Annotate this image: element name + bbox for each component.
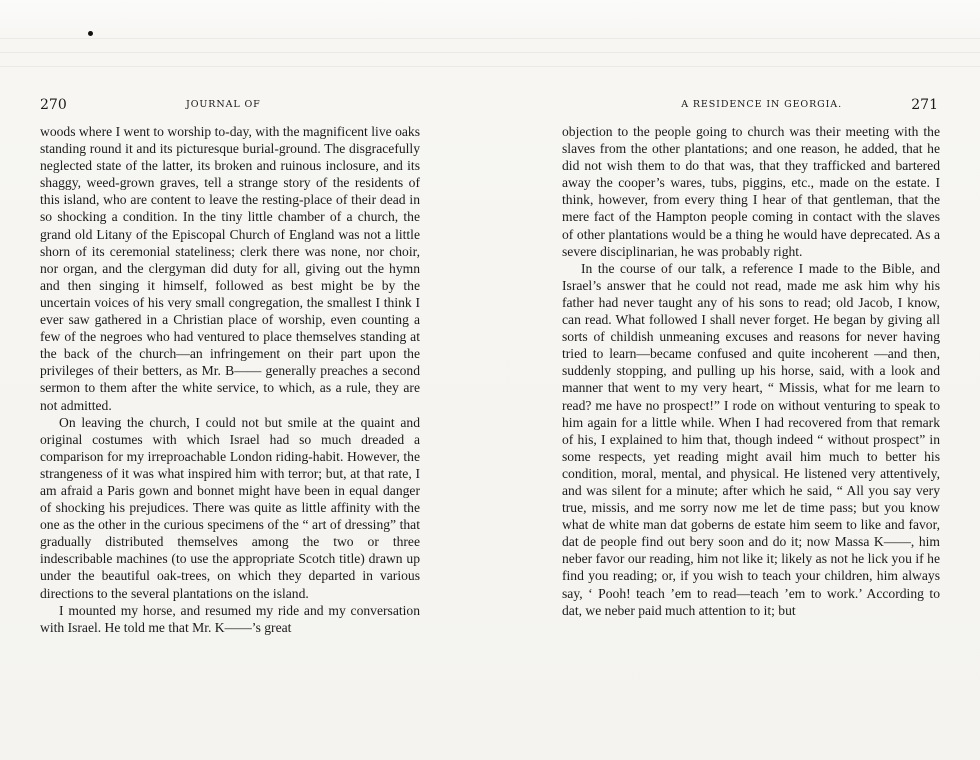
left-page — [40, 97, 420, 727]
right-running-header — [562, 97, 940, 115]
ink-speck — [88, 31, 93, 36]
right-paragraph-1: objection to the people going to church was their meeting with the slaves from the other plantations; and one reason, he added, that he did not wish them to do that was, that they trafficked and bartered away the cooper’s wares, tubs, piggins, etc., made on the estate. I think, however, from every thing I hear of that gentleman, that the mere fact of the Hampton people coming in contact with the slaves of other plantations would be a thing he would have deprecated. As a severe disciplinarian, he was probably right. — [562, 124, 940, 259]
right-page-number: 271 — [911, 97, 938, 113]
left-paragraph-1: woods where I went to worship to-day, with the magnificent live oaks standing round it and its picturesque burial-ground. The disgracefully neglected state of the latter, its broken and ruinous inclosure, and its shaggy, weed-grown graves, tell a strange story of the residents of this island, who are content to leave the resting-place of their dead in so shocking a condition. In the tiny little chamber of a church, the grand old Litany of the Episcopal Church of England was not a little shorn of its ceremonial stateliness; clerk there was none, nor choir, nor organ, and the clergyman did duty for all, giving out the hymn and then singing it himself, followed as best might be by the uncertain voices of his very small congregation, the smallest I think I ever saw gathered in a Christian place of worship, even counting a few of the negroes who had ventured to place themselves standing at the back of the church—an infringement on their part upon the privileges of their betters, as Mr. B—— generally preaches a second sermon to them after the white service, to which, as a rule, they are not admitted. — [40, 124, 420, 413]
left-running-header — [40, 97, 420, 115]
right-page-body — [562, 123, 940, 619]
left-paragraph-3: I mounted my horse, and resumed my ride and my conversation with Israel. He told me that Mr. K——’s great — [40, 602, 420, 635]
scan-artifact-line — [0, 66, 980, 67]
scan-artifact-line — [0, 52, 980, 53]
right-page — [562, 97, 940, 727]
left-page-body — [40, 123, 420, 636]
right-running-title: A RESIDENCE IN GEORGIA. — [681, 99, 842, 110]
left-running-title: JOURNAL OF — [186, 99, 261, 110]
left-paragraph-2: On leaving the church, I could not but smile at the quaint and original costumes with which Israel had so much dreaded a comparison for my irreproachable London riding-habit. However, the strangeness of it was what inspired him with terror; but, at that rate, I am afraid a Paris gown and bonnet might have been in equal danger of shocking his prejudices. There was quite as little affinity with the one as the other in the curious specimens of the “ art of dressing” that gradually distributed themselves among the two or three indescribable machines (to use the appropriate Scotch title) drawn up under the beautiful oak-trees, on which they departed in various directions to the several plantations on the island. — [40, 414, 420, 601]
scan-artifact-line — [0, 38, 980, 39]
right-paragraph-2: In the course of our talk, a reference I made to the Bible, and Israel’s answer that he could not read, made me ask him why his father had never taught any of his sons to read; old Jacob, I know, can read. What followed I shall never forget. He began by giving all sorts of childish unmeaning excuses and reasons for never having tried to learn—became confused and quite incoherent —and then, suddenly stopping, and pulling up his horse, said, with a look and manner that went to my very heart, “ Missis, what for me learn to read? me have no prospect!” I rode on without venturing to speak to him again for a little while. When I had recovered from that remark of his, I explained to him that, though indeed “ without prospect” in some respects, yet reading might avail him much to better his condition, moral, mental, and physical. He listened very attentively, and was silent for a minute; after which he said, “ All you say very true, missis, and me sorry now me let de time pass; but you know what de white man dat goberns de estate him seem to like and favor, dat de people find out bery soon and do it; now Massa K——, him neber favor our reading, him not like it; likely as not he lick you if he find you reading; or, if you wish to teach your children, him always say, ‘ Pooh! teach ’em to read—teach ’em to work.’ According to dat, we neber paid much attention to it; but — [562, 260, 940, 618]
left-page-number: 270 — [40, 97, 67, 113]
